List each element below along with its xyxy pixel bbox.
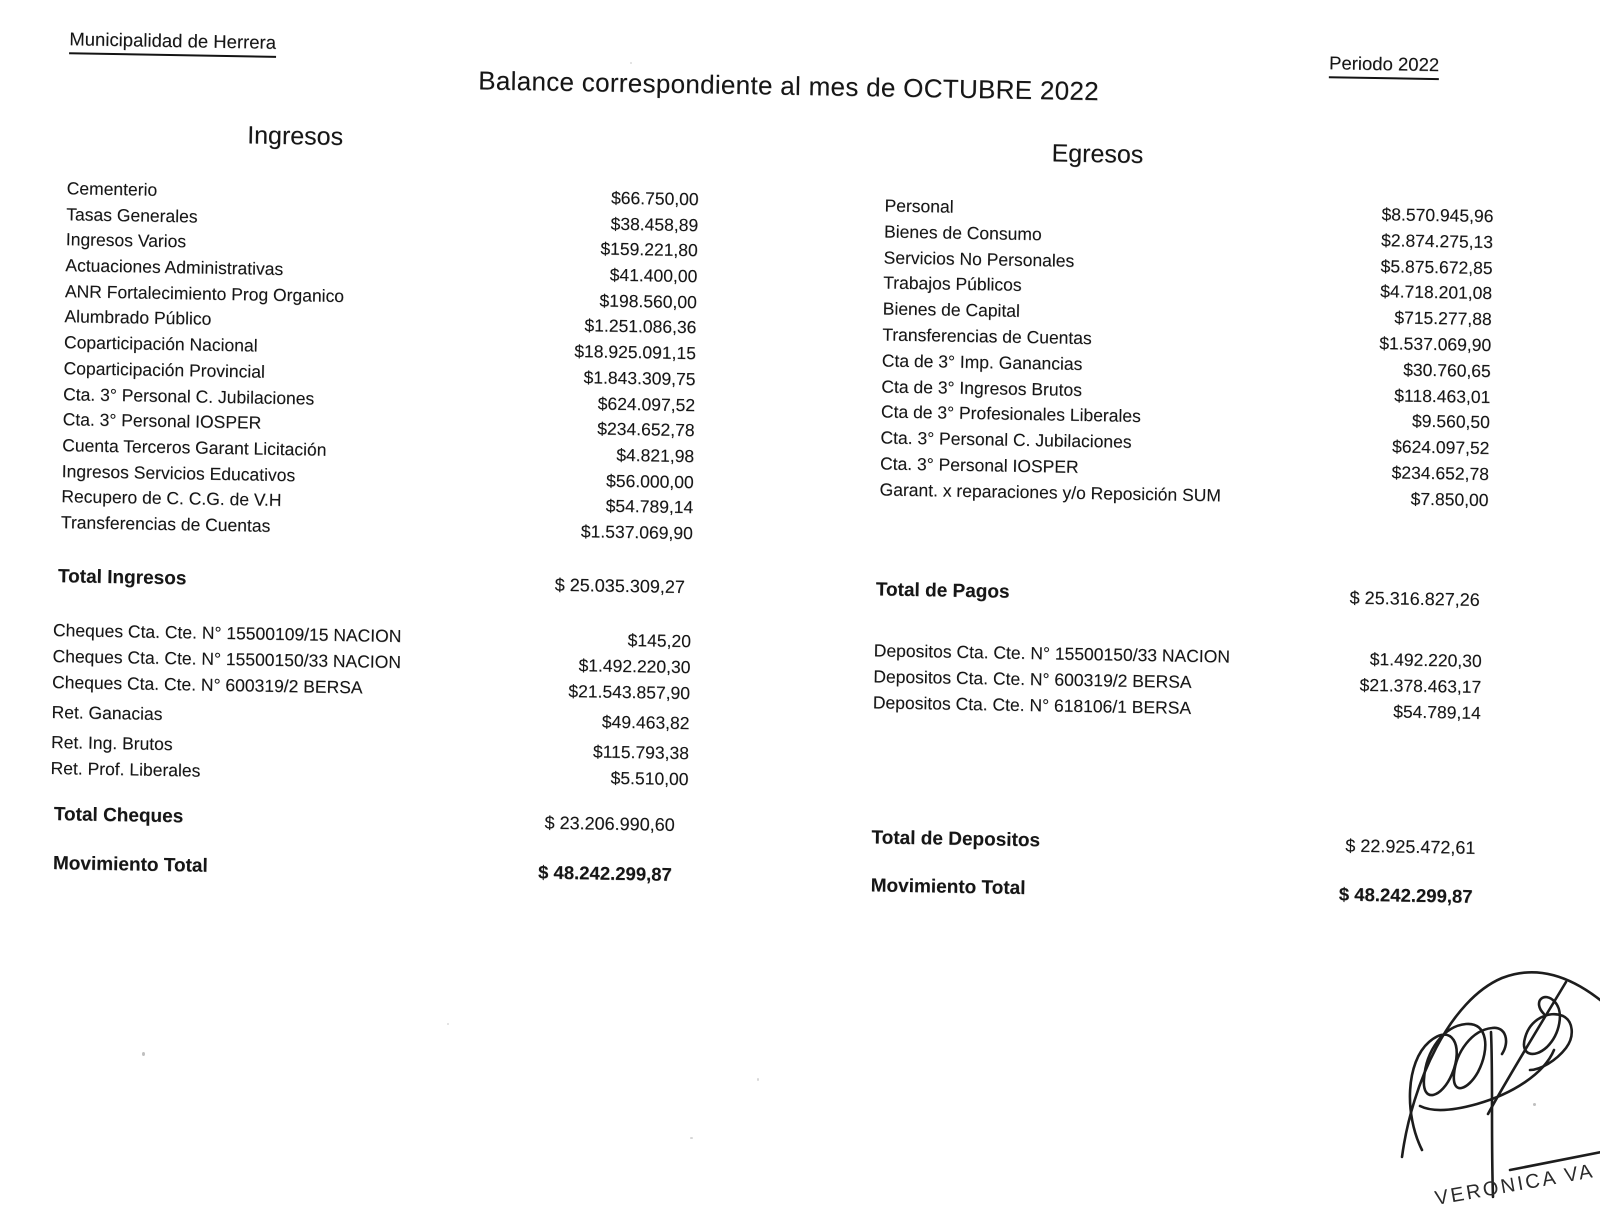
scan-speck <box>1533 1103 1536 1106</box>
row-value: $5.510,00 <box>610 767 689 790</box>
movimiento-total-egresos-row <box>864 875 1472 908</box>
row-label: Transferencias de Cuentas <box>60 512 271 536</box>
row-label: Cheques Cta. Cte. N° 15500150/33 NACION <box>52 646 402 673</box>
row-label: Cta de 3° Profesionales Liberales <box>880 401 1142 427</box>
total-pagos-value: $ 25.316.827,26 <box>1349 587 1480 610</box>
scan-speck <box>630 62 632 64</box>
row-label: Coparticipación Provincial <box>63 357 266 382</box>
row-label: ANR Fortalecimiento Prog Organico <box>64 280 345 306</box>
movimiento-total-value: $ 48.242.299,87 <box>537 861 673 885</box>
document-title: Balance correspondiente al mes de OCTUBRE 2022 <box>478 65 1100 107</box>
row-value: $1.251.086,36 <box>584 315 697 338</box>
row-label: Cheques Cta. Cte. N° 600319/2 BERSA <box>51 672 363 698</box>
total-cheques-value: $ 23.206.990,60 <box>544 812 675 835</box>
row-value: $49.463,82 <box>601 711 690 734</box>
row-value: $234.652,78 <box>1391 462 1490 485</box>
row-value: $30.760,65 <box>1402 359 1491 381</box>
row-label: Ret. Prof. Liberales <box>50 758 201 781</box>
row-label: Personal <box>884 195 954 217</box>
row-label: Servicios No Personales <box>883 247 1075 271</box>
row-label: Garant. x reparaciones y/o Reposición SUM <box>879 479 1222 506</box>
total-pagos-row <box>870 579 1480 612</box>
row-value: $18.925.091,15 <box>574 341 697 364</box>
row-value: $8.570.945,96 <box>1381 204 1494 227</box>
movimiento-total-value: $ 48.242.299,87 <box>1338 883 1473 907</box>
row-value: $56.000,00 <box>605 470 694 492</box>
signature-name: VERONICA VA <box>1433 1160 1597 1210</box>
row-label: Ingresos Varios <box>65 229 187 252</box>
row-value: $54.789,14 <box>1393 701 1481 723</box>
row-label: Recupero de C. C.G. de V.H <box>61 486 282 511</box>
row-label: Cta de 3° Ingresos Brutos <box>881 376 1083 400</box>
ingresos-section-header: Ingresos <box>246 121 344 152</box>
total-ingresos-row <box>52 566 685 599</box>
row-value: $1.492.220,30 <box>1369 649 1482 671</box>
row-label: Depositos Cta. Cte. N° 600319/2 BERSA <box>873 666 1192 692</box>
total-depositos-label: Total de Depositos <box>871 827 1041 852</box>
row-value: $54.789,14 <box>605 495 694 518</box>
row-label: Coparticipación Nacional <box>63 332 258 356</box>
scan-speck <box>447 1023 449 1025</box>
row-label: Trabajos Públicos <box>883 272 1022 296</box>
row-label: Cuenta Terceros Garant Licitación <box>62 435 327 460</box>
row-label: Cta. 3° Personal IOSPER <box>62 409 262 433</box>
row-value: $624.097,52 <box>597 392 696 415</box>
row-value: $159.221,80 <box>600 238 698 261</box>
row-label: Cta. 3° Personal C. Jubilaciones <box>62 383 315 409</box>
row-label: Bienes de Consumo <box>883 221 1042 245</box>
total-cheques-row <box>48 804 675 837</box>
total-depositos-row <box>865 827 1475 860</box>
row-label: Depositos Cta. Cte. N° 618106/1 BERSA <box>872 692 1192 718</box>
row-value: $1.537.069,90 <box>580 521 693 544</box>
total-ingresos-label: Total Ingresos <box>57 566 187 590</box>
row-label: Depositos Cta. Cte. N° 15500150/33 NACION <box>873 640 1231 667</box>
row-label: Alumbrado Público <box>64 306 212 330</box>
depositos-list <box>868 640 1482 729</box>
row-label: Cta. 3° Personal C. Jubilaciones <box>880 427 1132 452</box>
row-value: $5.875.672,85 <box>1380 255 1493 278</box>
scan-speck <box>690 1137 693 1139</box>
row-value: $118.463,01 <box>1394 384 1491 407</box>
row-value: $9.560,50 <box>1411 411 1491 433</box>
row-value: $38.458,89 <box>610 213 699 235</box>
row-value: $66.750,00 <box>610 187 699 210</box>
row-value: $41.400,00 <box>609 264 698 287</box>
row-label: Cementerio <box>66 178 158 200</box>
row-value: $1.843.309,75 <box>583 367 696 390</box>
period-label: Periodo 2022 <box>1329 52 1439 80</box>
row-value: $1.537.069,90 <box>1379 333 1492 356</box>
cheques-list <box>48 620 691 795</box>
row-value: $7.850,00 <box>1410 488 1489 510</box>
scan-speck <box>757 1078 759 1081</box>
row-label: Ret. Ing. Brutos <box>50 732 173 755</box>
row-value: $115.793,38 <box>592 741 690 764</box>
row-value: $2.874.275,13 <box>1380 229 1494 252</box>
row-value: $145,20 <box>627 630 692 652</box>
total-cheques-label: Total Cheques <box>53 804 184 828</box>
row-label: Bienes de Capital <box>882 298 1021 322</box>
row-value: $21.378.463,17 <box>1359 674 1482 697</box>
signature-scribble-icon <box>1392 952 1600 1212</box>
row-label: Cta. 3° Personal IOSPER <box>879 453 1079 477</box>
movimiento-total-label: Movimiento Total <box>52 853 208 877</box>
row-label: Ingresos Servicios Educativos <box>61 460 296 485</box>
ingresos-items-list <box>53 178 699 549</box>
row-value: $624.097,52 <box>1391 436 1490 459</box>
row-label: Cheques Cta. Cte. N° 15500109/15 NACION <box>52 620 402 647</box>
total-depositos-value: $ 22.925.472,61 <box>1345 835 1476 858</box>
row-label: Cta de 3° Imp. Ganancias <box>881 350 1083 374</box>
row-value: $234.652,78 <box>597 418 695 441</box>
egresos-section-header: Egresos <box>1051 139 1144 169</box>
row-label: Transferencias de Cuentas <box>882 324 1092 349</box>
total-pagos-label: Total de Pagos <box>875 579 1010 603</box>
row-label: Tasas Generales <box>66 203 198 227</box>
scan-speck <box>142 1052 145 1056</box>
movimiento-total-label: Movimiento Total <box>870 875 1026 900</box>
row-label: Actuaciones Administrativas <box>65 255 284 280</box>
row-value: $1.492.220,30 <box>578 655 691 678</box>
row-value: $4.821,98 <box>616 444 695 467</box>
movimiento-total-ingresos-row <box>47 853 672 886</box>
total-ingresos-value: $ 25.035.309,27 <box>554 574 686 598</box>
row-value: $198.560,00 <box>599 290 698 312</box>
egresos-items-list <box>871 195 1493 515</box>
organization-name: Municipalidad de Herrera <box>69 28 276 58</box>
row-value: $21.543.857,90 <box>568 681 691 704</box>
row-label: Ret. Ganacias <box>51 702 163 724</box>
row-value: $715.277,88 <box>1394 307 1492 330</box>
row-value: $4.718.201,08 <box>1380 281 1493 304</box>
signature <box>1392 952 1600 1212</box>
